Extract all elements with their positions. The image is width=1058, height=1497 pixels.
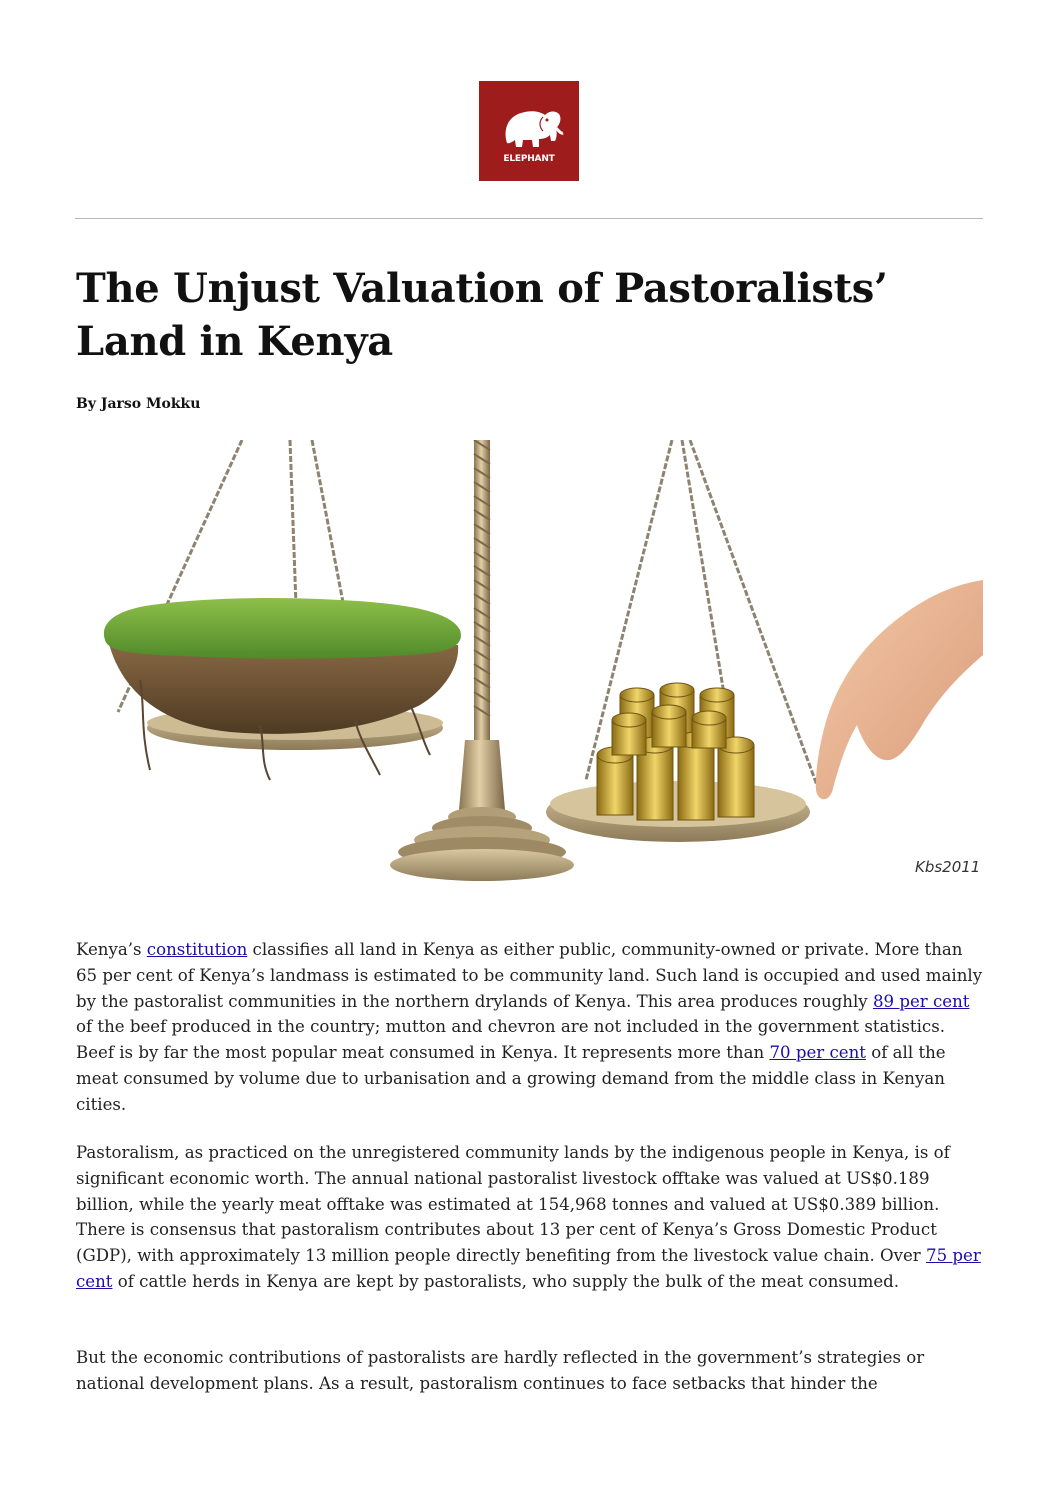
paragraph-text: classifies all land in Kenya as either public, community-owned or private. More than 65 per cent of Kenya’s landmass is estimated to be community land. Such land is occupied and used mainly by the pastoralist communities in the northern drylands of Kenya. This area produces roughly: [76, 940, 983, 1011]
artist-signature: Kbs2011: [915, 858, 981, 876]
paragraph-text: Pastoralism, as practiced on the unregistered community lands by the indigenous people in Kenya, is of significant economic worth. The annual national pastoralist livestock offtake was valued at US$0.189 billion, while the yearly meat offtake was estimated at 154,968 tonnes and valued at US$0.389 billion. There is consensus that pastoralism contributes about 13 per cent of Kenya’s Gross Domestic Product (GDP), with approximately 13 million people directly benefiting from the livestock value chain. Over: [76, 1143, 950, 1266]
paragraph-text: But the economic contributions of pastoralists are hardly reflected in the government’s strategies or national development plans. As a result, pastoralism continues to face setbacks that hinder the: [76, 1348, 925, 1393]
meat-percent-link[interactable]: 70 per cent: [769, 1043, 866, 1063]
elephant-logo-icon: [479, 81, 579, 181]
paragraph-text: of cattle herds in Kenya are kept by pastoralists, who supply the bulk of the meat consumed.: [112, 1271, 900, 1291]
article-paragraph: [76, 937, 984, 1118]
cattle-percent-link[interactable]: 75 per cent: [76, 1246, 981, 1291]
article-hero-image: [100, 440, 983, 895]
article-paragraph: [76, 1345, 984, 1397]
paragraph-text: of the beef produced in the country; mutton and chevron are not included in the government statistics. Beef is by far the most popular meat consumed in Kenya. It represents more than: [76, 1017, 945, 1063]
elephant-logo[interactable]: [479, 81, 579, 181]
article-paragraph: [76, 1140, 984, 1295]
article-byline: By Jarso Mokku: [76, 396, 201, 412]
beef-percent-link[interactable]: 89 per cent: [872, 991, 970, 1011]
paragraph-text: Kenya’s: [76, 940, 147, 959]
constitution-link[interactable]: constitution: [146, 940, 248, 959]
paragraph-text: of all the meat consumed by volume due to urbanisation and a growing demand from the middle class in Kenyan cities.: [76, 1043, 946, 1114]
header-divider: [75, 218, 983, 219]
article-title: The Unjust Valuation of Pastoralists’ Land in Kenya: [76, 265, 888, 365]
logo-wordmark: ELEPHANT: [503, 154, 555, 164]
